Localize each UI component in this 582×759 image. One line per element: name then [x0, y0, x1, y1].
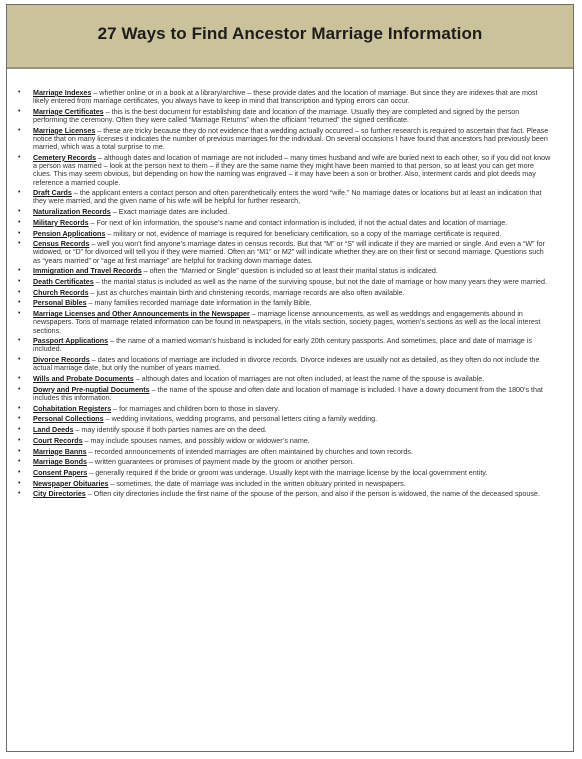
list-item [18, 229, 553, 238]
item-description: – written guarantees or promises of payment made by the groom or another person. [86, 458, 355, 467]
item-term: Cohabitation Registers [33, 404, 112, 413]
bullet-icon: • [18, 436, 21, 444]
item-description: – this is the best document for establishing date and location of the marriage. Usually they are completed and signed by the person performing the ceremony. Often they were called “Marriage Returns” when the officiant “returned” the signed certificate. [33, 107, 520, 125]
item-description: – these are tricky because they do not evidence that a wedding actually occurred – so further research is required to ascertain that fact. Please notice that on many licenses it indicates the number of previous marriages for the individual. On several occasions I have found that ancestors had previously been married, which was a total surprise to me. [33, 126, 549, 152]
item-term: Marriage Certificates [33, 107, 104, 116]
list-item [18, 385, 553, 402]
item-description: – dates and locations of marriage are included in divorce records. Divorce indexes are usually not as detailed, as they often do not include the actual marriage date, but only the number of years married. [33, 356, 540, 373]
item-description: – well you won’t find anyone’s marriage dates in census records. But that “M” or “S” will indicate if they are married or single. And even a “W” for widowed, or “D” for divorced will tell you if they were married. Often an “M1” or M2” will indicate whether they are on their first or second marriage. Questions such as “years married” or “age at first marriage” are helpful for tracking down marriage dates. [33, 240, 545, 265]
list-item [18, 89, 553, 106]
list-item [18, 415, 553, 424]
item-description: – the applicant enters a contact person and often parenthetically enters the word “wife.” No marriage dates or locations but at least an indication that they were married, and the given name of his wife will be helpful for further research, [33, 189, 542, 206]
item-description: – the name of the spouse and often date and location of marriage is included. I have a dowry document from the 1800’s that includes this information. [33, 385, 543, 402]
item-term: Pension Applications [33, 229, 106, 238]
item-term: Death Certificates [33, 278, 94, 287]
item-description: – may include spouses names, and possibly widow or widower’s name. [82, 436, 310, 445]
list-item [18, 267, 553, 276]
list-item [18, 356, 553, 373]
item-term: Wills and Probate Documents [33, 375, 134, 384]
list-item [18, 126, 553, 152]
bullet-icon: • [18, 458, 21, 466]
item-term: Passport Applications [33, 337, 109, 346]
item-description: – recorded announcements of intended marriages are often maintained by churches and town records. [86, 447, 413, 456]
item-term: Land Deeds [33, 426, 74, 435]
item-description: – for marriages and children born to those in slavery. [111, 404, 280, 413]
item-description: – military or not, evidence of marriage is required for beneficiary certification, so a copy of the marriage certificate is required. [105, 229, 502, 238]
bullet-icon: • [18, 267, 21, 275]
item-description: – whether online or in a book at a library/archive – these provide dates and the location of marriage. But since they are indexes that are most likely entered from marriage certificates, you always have to keep in mind that transcription and typing errors can occur. [33, 89, 538, 106]
item-description: – although dates and location of marriages are not often included, at least the name of the spouse is available. [133, 375, 485, 384]
list-item [18, 218, 553, 227]
list-item [18, 479, 553, 488]
bullet-icon: • [18, 479, 21, 487]
bullet-icon: • [18, 107, 21, 115]
list-item [18, 436, 553, 445]
item-term: Cemetery Records [33, 153, 97, 162]
item-term: Personal Collections [33, 415, 104, 424]
bullet-icon: • [18, 229, 21, 237]
list-item [18, 208, 553, 217]
item-term: Naturalization Records [33, 208, 111, 217]
list-item [18, 310, 553, 335]
bullet-icon: • [18, 240, 21, 248]
list-item [18, 153, 553, 187]
item-term: Personal Bibles [33, 299, 87, 308]
item-term: Marriage Bonds [33, 458, 87, 467]
item-description: – Exact marriage dates are included. [110, 208, 230, 217]
list-item [18, 299, 553, 308]
list-item [18, 458, 553, 467]
list-item [18, 337, 553, 354]
page-title: 27 Ways to Find Ancestor Marriage Information [97, 24, 483, 43]
bullet-icon: • [18, 375, 21, 383]
item-description: – although dates and location of marriage are not included – many times husband and wife are buried next to each other, so if you did not know a person was married – look at the person next to them – if they are the same name they might have been married to that person, so at least you can get more clues. This may seem obvious, but depending on how the naming was engraved – it may have been a son or brother. Also, interment cards and plot deeds may reference a married couple. [33, 153, 551, 187]
item-term: Consent Papers [33, 468, 88, 477]
bullet-icon: • [18, 310, 21, 318]
bullet-icon: • [18, 126, 21, 134]
list-item [18, 240, 553, 265]
bullet-icon: • [18, 189, 21, 197]
item-description: – just as churches maintain birth and christening records, marriage records are also often available. [88, 288, 405, 297]
list-item [18, 278, 553, 287]
bullet-icon: • [18, 337, 21, 345]
list-item [18, 288, 553, 297]
item-term: Marriage Banns [33, 447, 87, 456]
item-term: Newspaper Obituaries [33, 479, 109, 488]
list-item [18, 107, 553, 125]
bullet-icon: • [18, 404, 21, 412]
bullet-icon: • [18, 218, 21, 226]
bullet-icon: • [18, 415, 21, 423]
bullet-icon: • [18, 299, 21, 307]
item-description: – often the “Married or Single” question is included so at least their marital status is indicated. [141, 267, 438, 276]
list-item [18, 375, 553, 384]
item-term: Census Records [33, 240, 90, 249]
bullet-icon: • [18, 490, 21, 498]
item-term: Church Records [33, 288, 89, 297]
item-term: Military Records [33, 218, 89, 227]
item-description: – may identify spouse if both parties names are on the deed. [73, 426, 267, 435]
item-description: – sometimes, the date of marriage was included in the written obituary printed in newspapers. [108, 479, 406, 488]
document-page [6, 4, 574, 752]
list-item [18, 404, 553, 413]
item-description: – Often city directories include the first name of the spouse of the person, and also if the person is widowed, the name of the deceased spouse. [85, 490, 540, 499]
item-term: Dowry and Pre-nuptial Documents [33, 385, 150, 394]
item-description: – the marital status is included as well as the name of the surviving spouse, but not the date of marriage or how many years they were married. [93, 278, 547, 287]
item-term: Divorce Records [33, 356, 90, 365]
item-description: – generally required if the bride or groom was underage. Usually kept with the marriage license by the local government entity. [87, 468, 488, 477]
item-term: Court Records [33, 436, 83, 445]
bullet-icon: • [18, 426, 21, 434]
list-item [18, 490, 553, 499]
bullet-icon: • [18, 278, 21, 286]
bullet-icon: • [18, 356, 21, 364]
ways-list [18, 89, 553, 501]
item-description: – the name of a married woman’s husband is included for early 20th century passports. And sometimes, place and date of marriage is included. [33, 337, 532, 354]
item-term: Marriage Licenses [33, 126, 96, 135]
item-term: City Directories [33, 490, 86, 499]
item-term: Marriage Licenses and Other Announcements in the Newspaper [33, 310, 250, 319]
item-term: Immigration and Travel Records [33, 267, 142, 276]
bullet-icon: • [18, 208, 21, 216]
bullet-icon: • [18, 89, 21, 96]
bullet-icon: • [18, 288, 21, 296]
bullet-icon: • [18, 153, 21, 161]
list-item [18, 426, 553, 435]
bullet-icon: • [18, 385, 21, 393]
list-item [18, 447, 553, 456]
item-description: – marriage license announcements, as well as weddings and engagements abound in newspapers. Tons of marriage related information can be found in newspapers, in the vitals section, society pages, women’s sections as well as the local interest sections. [33, 310, 541, 335]
bullet-icon: • [18, 468, 21, 476]
bullet-icon: • [18, 447, 21, 455]
item-description: – many families recorded marriage date information in the family Bible. [86, 299, 312, 308]
item-term: Marriage Indexes [33, 89, 92, 97]
title-banner [7, 5, 573, 69]
item-description: – For next of kin information, the spouse’s name and contact information is included, if not the actual dates and location of marriage. [88, 218, 508, 227]
item-term: Draft Cards [33, 189, 72, 198]
list-item [18, 468, 553, 477]
list-item [18, 189, 553, 206]
item-description: – wedding invitations, wedding programs, and personal letters citing a family wedding. [103, 415, 378, 424]
